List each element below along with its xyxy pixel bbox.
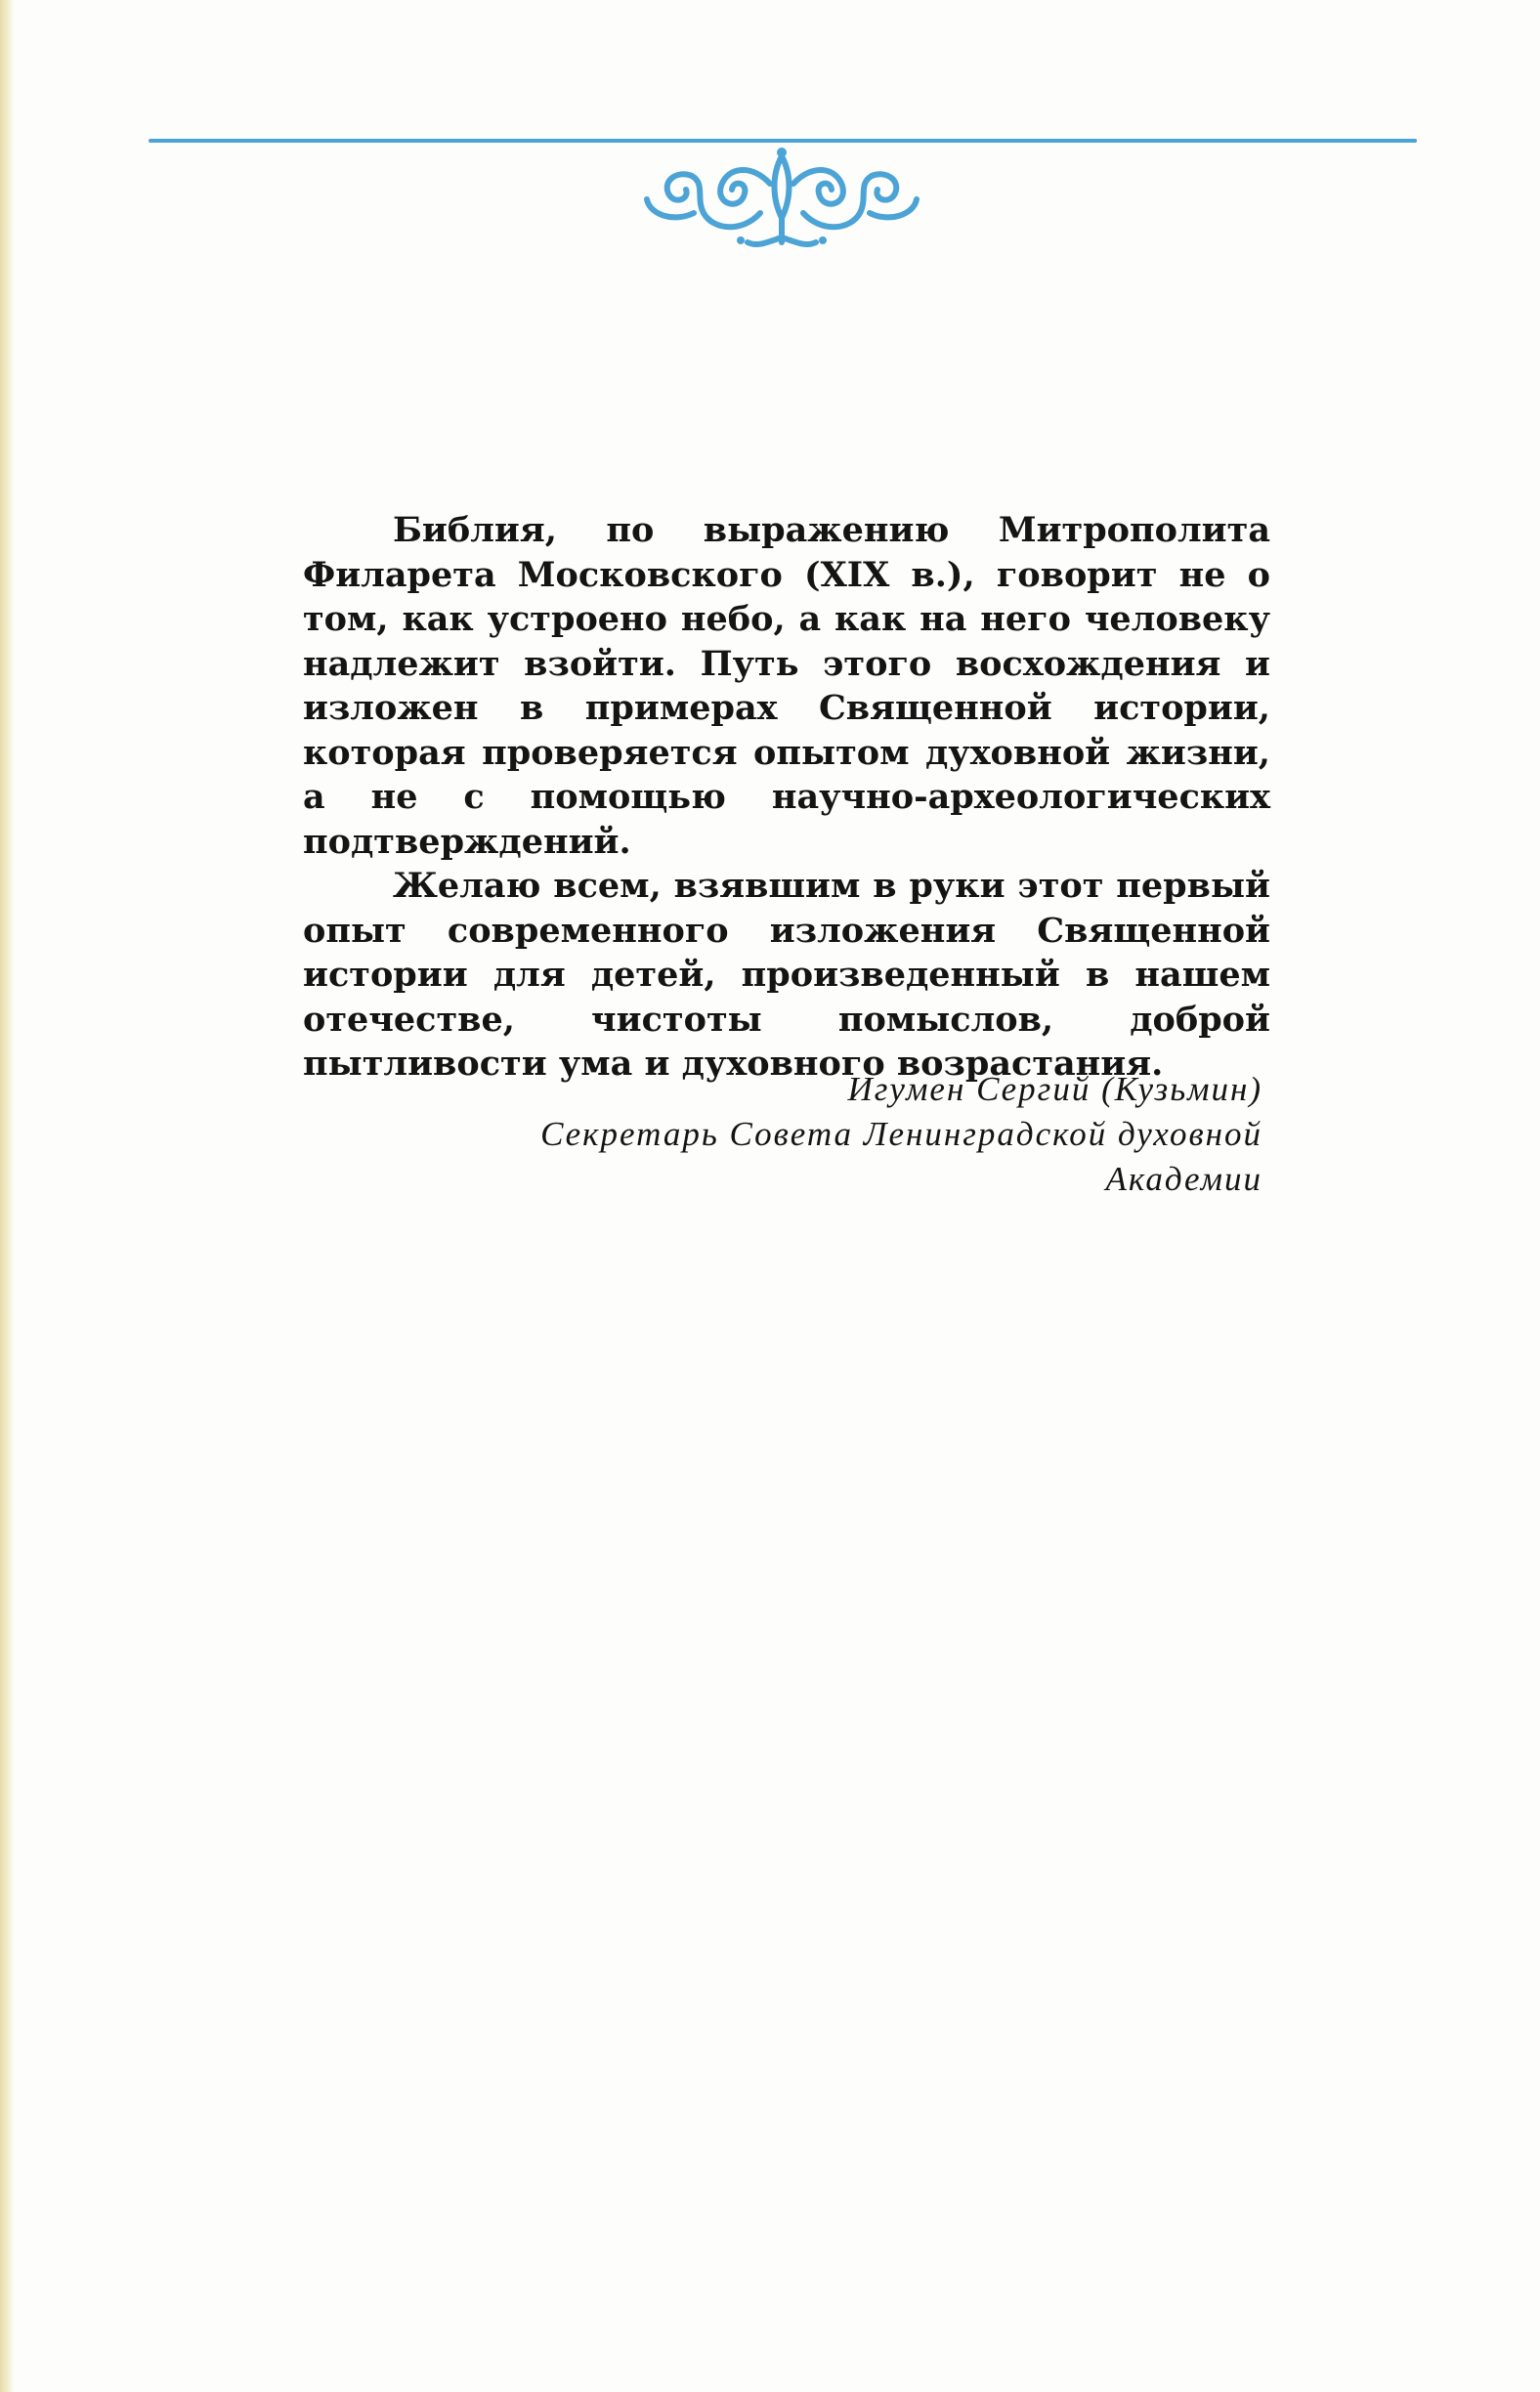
page-edge	[0, 0, 14, 2392]
body-text	[303, 508, 1270, 1087]
signature-block	[285, 1067, 1262, 1202]
paragraph-1: Библия, по выражению Митрополита Филарета Московского (XIX в.), говорит не о том, как устроено небо, а как на него человеку надлежит взойти. Путь этого восхождения и изложен в примерах Священной истории, которая проверяется опытом духовной жизни, а не с помощью научно-археологических подтверждений.	[303, 510, 1270, 862]
signature-position: Секретарь Совета Ленинградской духовной	[540, 1115, 1262, 1153]
header-rule	[149, 139, 1417, 143]
floral-scroll-ornament-icon	[635, 145, 928, 252]
signature-name: Игумен Сергий (Кузьмин)	[847, 1070, 1262, 1108]
paragraph-2: Желаю всем, взявшим в руки этот первый опыт современного изложения Священной истории для детей, произведенный в нашем отечестве, чистоты помыслов, доброй пытливости ума и духовного возрастания.	[303, 866, 1270, 1084]
signature-institution: Академии	[1105, 1160, 1262, 1198]
